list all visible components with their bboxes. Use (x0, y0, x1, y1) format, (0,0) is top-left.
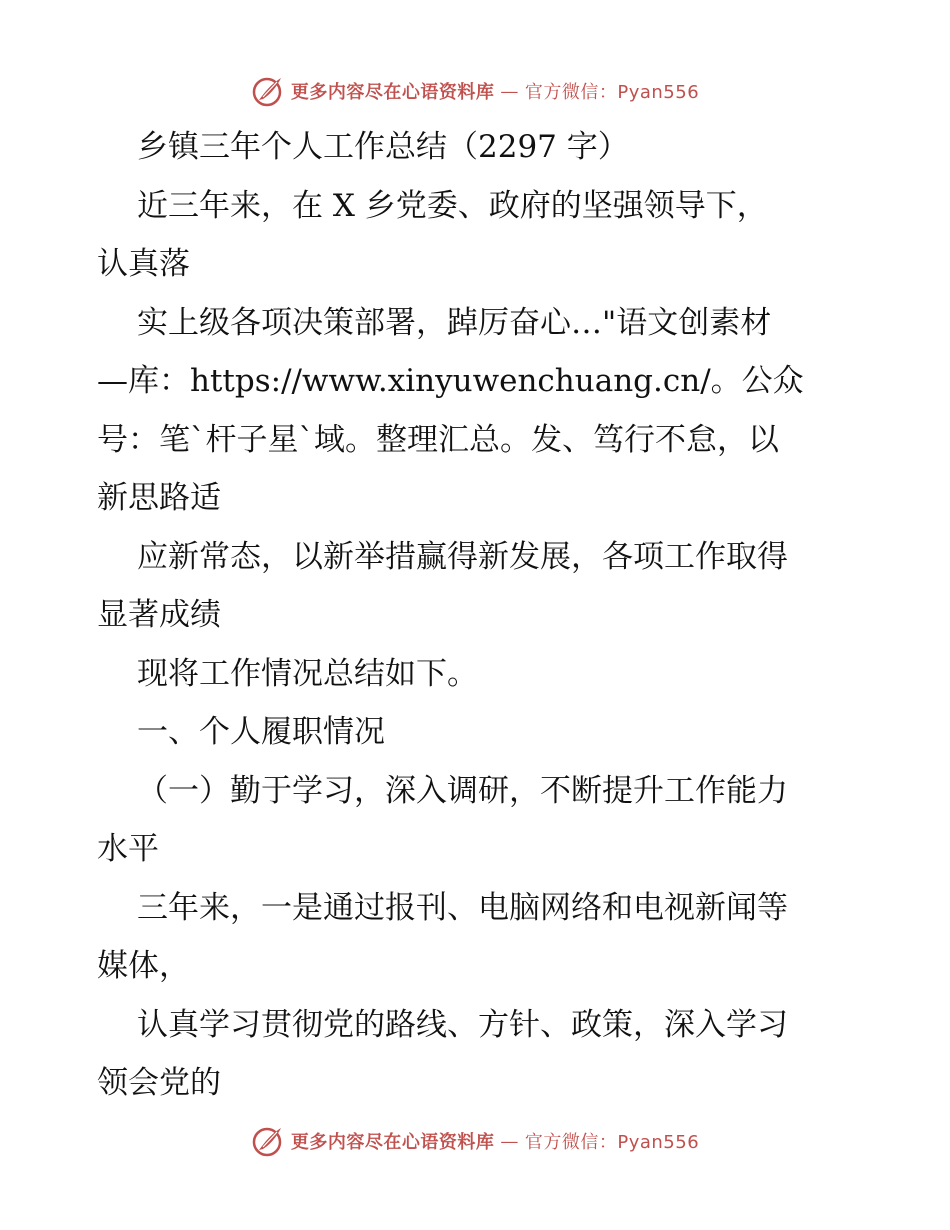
banner-wechat-text: 官方微信：Pyan556 (524, 1132, 700, 1153)
doc-title: 乡镇三年个人工作总结（2297 字） (137, 129, 629, 165)
paragraph-line: 近三年来，在 X 乡党委、政府的坚强领导下， (137, 187, 768, 224)
header-banner (0, 74, 950, 108)
paragraph-line: 认真学习贯彻党的路线、方针、政策，深入学习 (137, 1006, 788, 1043)
paragraph-line: 实上级各项决策部署，踔厉奋心…"语文创素材 (137, 304, 772, 341)
paragraph-line: 领会党的 (97, 1065, 221, 1101)
paragraph-line: 号：笔`杆子星`域。整理汇总。发、笃行不怠，以 (97, 421, 779, 458)
paragraph-line: 认真落 (97, 246, 190, 282)
paragraph-line: 显著成绩 (97, 597, 221, 633)
paragraph-line: 新思路适 (97, 480, 221, 516)
paragraph-line: 三年来，一是通过报刊、电脑网络和电视新闻等 (137, 889, 788, 926)
banner-lead-text: 更多内容尽在心语资料库 (290, 1132, 495, 1153)
paragraph-line: —库：https://www.xinyuwenchuang.cn/。公众 (97, 363, 804, 399)
banner-lead-text: 更多内容尽在心语资料库 (290, 82, 495, 103)
banner-wechat-text: 官方微信：Pyan556 (524, 82, 700, 103)
feather-pen-icon (251, 1124, 285, 1158)
document-body (97, 118, 857, 1113)
paragraph-line: 媒体， (97, 948, 190, 984)
paragraph-line: 水平 (97, 831, 159, 867)
subsection-heading: （一）勤于学习，深入调研，不断提升工作能力 (137, 772, 788, 809)
paragraph-line: 现将工作情况总结如下。 (137, 655, 478, 692)
footer-banner (0, 1124, 950, 1158)
banner-dash: — (500, 80, 519, 102)
banner-dash: — (500, 1130, 519, 1152)
feather-pen-icon (251, 74, 285, 108)
paragraph-line: 应新常态，以新举措赢得新发展，各项工作取得 (137, 538, 788, 575)
section-heading: 一、个人履职情况 (137, 714, 385, 750)
